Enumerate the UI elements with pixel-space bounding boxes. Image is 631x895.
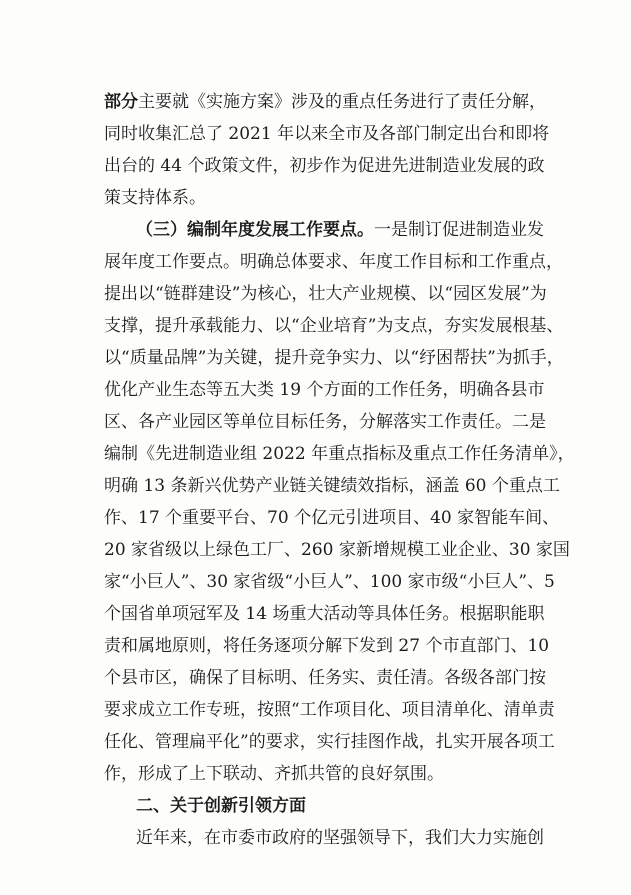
paragraph-line <box>104 534 570 566</box>
paragraph-line <box>104 566 555 598</box>
line-text: 优化产业生态等五大类 19 个方面的工作任务，明确各县市 <box>104 380 545 400</box>
line-text: 作，形成了上下联动、齐抓共管的良好氛围。 <box>104 764 444 784</box>
paragraph-line <box>136 214 544 246</box>
line-text: 要求成立工作专班，按照“工作项目化、项目清单化、清单责 <box>104 700 555 720</box>
line-text: 主要就《实施方案》涉及的重点任务进行了责任分解， <box>138 92 546 112</box>
line-text: 近年来，在市委市政府的坚强领导下，我们大力实施创 <box>136 828 544 848</box>
paragraph-line <box>104 246 563 278</box>
paragraph-line <box>136 822 544 854</box>
paragraph-line <box>104 758 544 790</box>
paragraph-line <box>104 694 555 726</box>
paragraph-line <box>104 470 560 502</box>
section-heading: 二、关于创新引领方面 <box>136 796 306 816</box>
paragraph-line <box>104 182 544 214</box>
line-text: 一是制订促进制造业发 <box>374 220 544 240</box>
line-text: 责和属地原则，将任务逐项分解下发到 27 个市直部门、10 <box>104 636 550 656</box>
line-text: 提出以“链群建设”为核心，壮大产业规模、以“园区发展”为 <box>104 284 547 304</box>
paragraph-line <box>104 118 550 150</box>
paragraph-line <box>104 502 560 534</box>
paragraph-line <box>104 150 544 182</box>
line-text: 作、17 个重要平台、70 个亿元引进项目、40 家智能车间、 <box>104 508 560 528</box>
line-text: 任化、管理扁平化”的要求，实行挂图作战，扎实开展各项工 <box>104 732 555 752</box>
paragraph-line <box>104 310 564 342</box>
paragraph-line <box>104 438 575 470</box>
line-text: 出台的 44 个政策文件，初步作为促进先进制造业发展的政 <box>104 156 545 176</box>
line-text: 策支持体系。 <box>104 188 206 208</box>
section-subheading: （三）编制年度发展工作要点。 <box>136 220 374 240</box>
paragraph-line <box>104 278 547 310</box>
paragraph-line <box>104 726 555 758</box>
paragraph-line <box>104 342 564 374</box>
paragraph-line <box>104 630 550 662</box>
line-text: 个国省单项冠军及 14 场重大活动等具体任务。根据职能职 <box>104 604 545 624</box>
line-text: 支撑，提升承载能力、以“企业培育”为支点，夯实发展根基、 <box>104 316 564 336</box>
line-text: 20 家省级以上绿色工厂、260 家新增规模工业企业、30 家国 <box>104 540 570 560</box>
line-text: 编制《先进制造业组 2022 年重点指标及重点工作任务清单》， <box>104 444 575 464</box>
line-text: 家“小巨人”、30 家省级“小巨人”、100 家市级“小巨人”、5 <box>104 572 555 592</box>
paragraph-line <box>104 86 544 118</box>
bold-lead: 部分 <box>104 92 138 112</box>
paragraph-line <box>104 406 544 438</box>
line-text: 同时收集汇总了 2021 年以来全市及各部门制定出台和即将 <box>104 124 550 144</box>
line-text: 区、各产业园区等单位目标任务，分解落实工作责任。二是 <box>104 412 546 432</box>
paragraph-line <box>104 662 544 694</box>
line-text: 以“质量品牌”为关键，提升竞争实力、以“纾困帮扶”为抓手， <box>104 348 564 368</box>
paragraph-line <box>104 374 544 406</box>
paragraph-line <box>104 598 544 630</box>
line-text: 明确 13 条新兴优势产业链关键绩效指标，涵盖 60 个重点工 <box>104 476 560 496</box>
line-text: 展年度工作要点。明确总体要求、年度工作目标和工作重点， <box>104 252 563 272</box>
line-text: 个县市区，确保了目标明、任务实、责任清。各级各部门按 <box>104 668 546 688</box>
